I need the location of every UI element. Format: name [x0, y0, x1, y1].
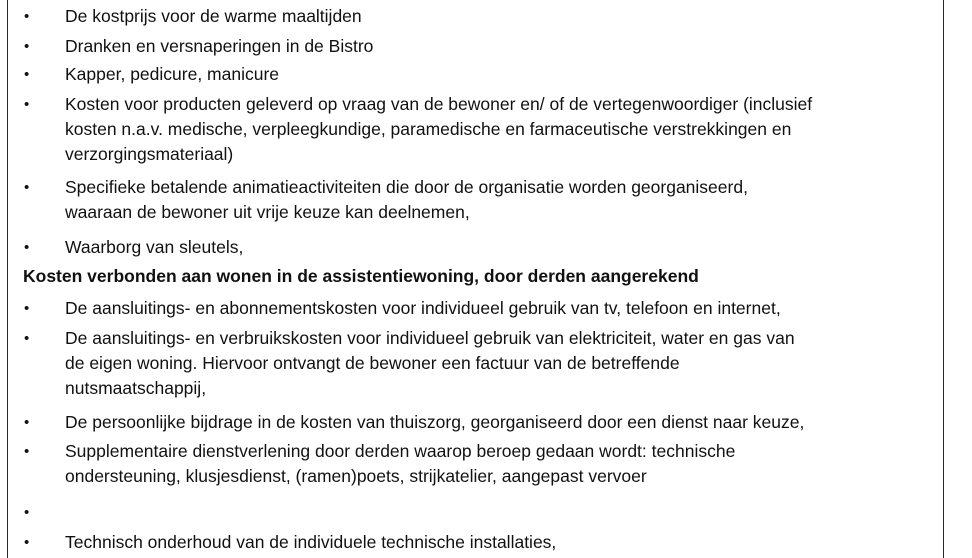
bullet-marker: • [24, 38, 30, 55]
bullet-marker: • [24, 443, 30, 460]
list-item-text: De persoonlijke bijdrage in de kosten van thuiszorg, georganiseerd door een dienst naar keuze, [65, 412, 805, 432]
list-item-text: De aansluitings- en verbruikskosten voor individueel gebruik van elektriciteit, water en gas van de eigen woning. Hiervoor ontvangt de bewoner een factuur van de betreffende nutsmaatschappij, [65, 328, 795, 398]
bullet-marker: • [24, 504, 30, 521]
list-item-text: Technisch onderhoud van de individuele technische installaties, [65, 532, 557, 552]
bullet-marker: • [24, 8, 30, 25]
list-item-text: Supplementaire dienstverlening door derden waarop beroep gedaan wordt: technische ondersteuning, klusjesdienst, (ramen)poets, strijkatelier, aangepast vervoer [65, 441, 736, 486]
bullet-marker: • [24, 239, 30, 256]
section-heading: Kosten verbonden aan wonen in de assistentiewoning, door derden aangerekend [23, 266, 699, 286]
list-item-text: Waarborg van sleutels, [65, 237, 244, 257]
list-item-text: Dranken en versnaperingen in de Bistro [65, 36, 374, 56]
bullet-marker: • [24, 66, 30, 83]
list-item-text: De kostprijs voor de warme maaltijden [65, 6, 362, 26]
list-item-text: De aansluitings- en abonnementskosten voor individueel gebruik van tv, telefoon en internet, [65, 298, 781, 318]
bullet-marker: • [24, 96, 30, 113]
list-item-text: Kapper, pedicure, manicure [65, 64, 280, 84]
bullet-marker: • [24, 300, 30, 317]
bullet-marker: • [24, 534, 30, 551]
list-item-text: Kosten voor producten geleverd op vraag van de bewoner en/ of de vertegenwoordiger (inclusief kosten n.a.v. medische, verpleegkundige, paramedische en farmaceutische verstrekkingen en verzorgingsmateriaal) [65, 94, 813, 164]
list-item-text: Specifieke betalende animatieactiviteiten die door de organisatie worden georganiseerd, waaraan de bewoner uit vrije keuze kan deelnemen, [65, 177, 748, 222]
bullet-marker: • [24, 330, 30, 347]
bullet-marker: • [24, 414, 30, 431]
bullet-marker: • [24, 179, 30, 196]
